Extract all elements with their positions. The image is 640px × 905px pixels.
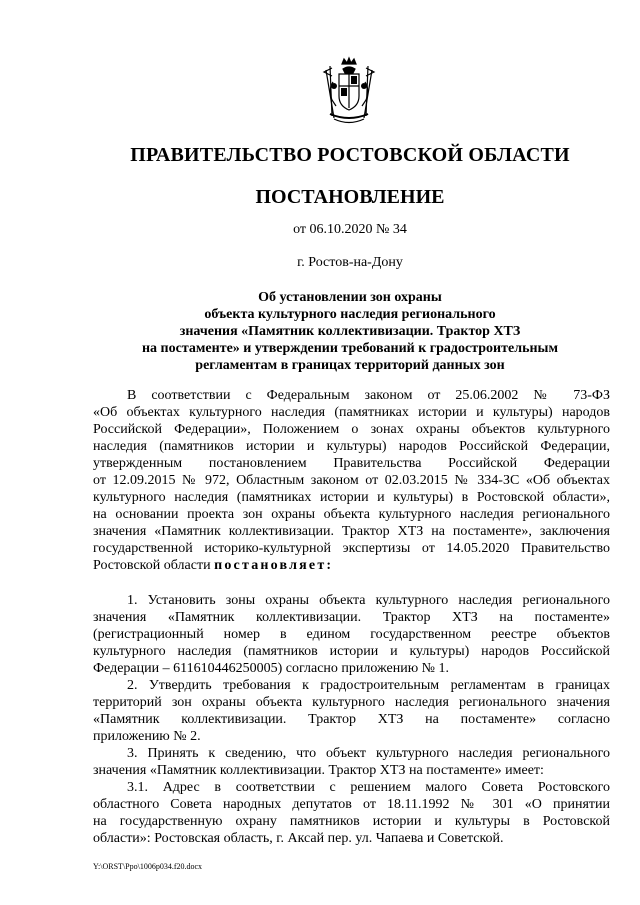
item-3-1-line: области»: Ростовская область, г. Аксай пер. ул. Чапаева и Советской. xyxy=(93,831,504,846)
government-title: ПРАВИТЕЛЬСТВО РОСТОВСКОЙ ОБЛАСТИ xyxy=(130,144,570,166)
preamble-line: Российской Федерации», Положением о зонах охраны объектов культурного xyxy=(93,422,610,437)
preamble-line: от 12.09.2015 № 972, Областным законом от 02.03.2015 № 334-ЗС «Об объектах xyxy=(93,473,610,488)
preamble-line: В соответствии с Федеральным законом от 25.06.2002 № 73-ФЗ xyxy=(127,388,610,403)
subject-line: Об установлении зон охраны xyxy=(258,290,442,305)
file-path-footer: Y:\ORST\Ppo\1006p034.f20.docx xyxy=(93,862,203,871)
item-3-line: 3. Принять к сведению, что объект культурного наследия регионального xyxy=(127,746,610,761)
preamble-last-line-text: Ростовской области xyxy=(93,558,215,573)
item-2-line: «Памятник коллективизации. Трактор ХТЗ на постаменте» согласно xyxy=(93,712,610,727)
item-2-line: приложению № 2. xyxy=(93,729,201,744)
coat-of-arms-icon xyxy=(318,56,380,128)
item-3-1-line: 3.1. Адрес в соответствии с решением малого Совета Ростовского xyxy=(127,780,610,795)
preamble-paragraph xyxy=(93,387,610,574)
preamble-line: государственной историко-культурной экспертизы от 14.05.2020 Правительство xyxy=(93,541,610,556)
subject-line: объекта культурного наследия регионального xyxy=(204,307,496,322)
item-2-line: территорий зон охраны объекта культурного наследия регионального значения xyxy=(93,695,610,710)
item-1-line: (регистрационный номер в едином государственном реестре объектов xyxy=(93,627,610,642)
subject-line: значения «Памятник коллективизации. Трактор ХТЗ xyxy=(179,324,521,339)
preamble-line: культурного наследия (памятниках истории и культуры) в Ростовской области», xyxy=(93,490,610,505)
item-3-1-line: областного Совета народных депутатов от 18.11.1992 № 301 «О принятии xyxy=(93,797,610,812)
preamble-line: «Об объектах культурного наследия (памятниках истории и культуры) народов xyxy=(93,405,610,420)
item-3-line: значения «Памятник коллективизации. Трактор ХТЗ на постаменте» имеет: xyxy=(93,763,544,778)
preamble-line: утвержденным постановлением Правительства Российской Федерации xyxy=(93,456,610,471)
preamble-line: наследия (памятников истории и культуры) народов Российской Федерации, xyxy=(93,439,610,454)
document-date-number: от 06.10.2020 № 34 xyxy=(293,222,407,237)
decree-word: постановляет: xyxy=(214,558,334,573)
item-2-line: 2. Утвердить требования к градостроительным регламентам в границах xyxy=(127,678,610,693)
document-city: г. Ростов-на-Дону xyxy=(297,255,403,270)
preamble-line: значения «Памятник коллективизации. Трактор ХТЗ на постаменте», заключения xyxy=(93,524,610,539)
item-1-line: культурного наследия (памятников истории и культуры) народов Российской xyxy=(93,644,610,659)
item-1-line: Федерации – 611610446250005) согласно приложению № 1. xyxy=(93,661,450,676)
subject-line: регламентам в границах территорий данных зон xyxy=(195,358,505,373)
preamble-last-line xyxy=(93,557,610,574)
item-3-1-line: на государственную охрану памятников истории и культуры в Ростовской xyxy=(93,814,610,829)
preamble-line: на основании проекта зон охраны объекта культурного наследия регионального xyxy=(93,507,610,522)
subject-line: на постаменте» и утверждении требований к градостроительным xyxy=(141,341,558,356)
item-1-line: значения «Памятник коллективизации. Трактор ХТЗ на постаменте» xyxy=(93,610,610,625)
document-type: ПОСТАНОВЛЕНИЕ xyxy=(255,186,445,208)
decree-items xyxy=(93,592,610,847)
item-1-line: 1. Установить зоны охраны объекта культурного наследия регионального xyxy=(127,593,610,608)
document-subject xyxy=(60,289,640,374)
